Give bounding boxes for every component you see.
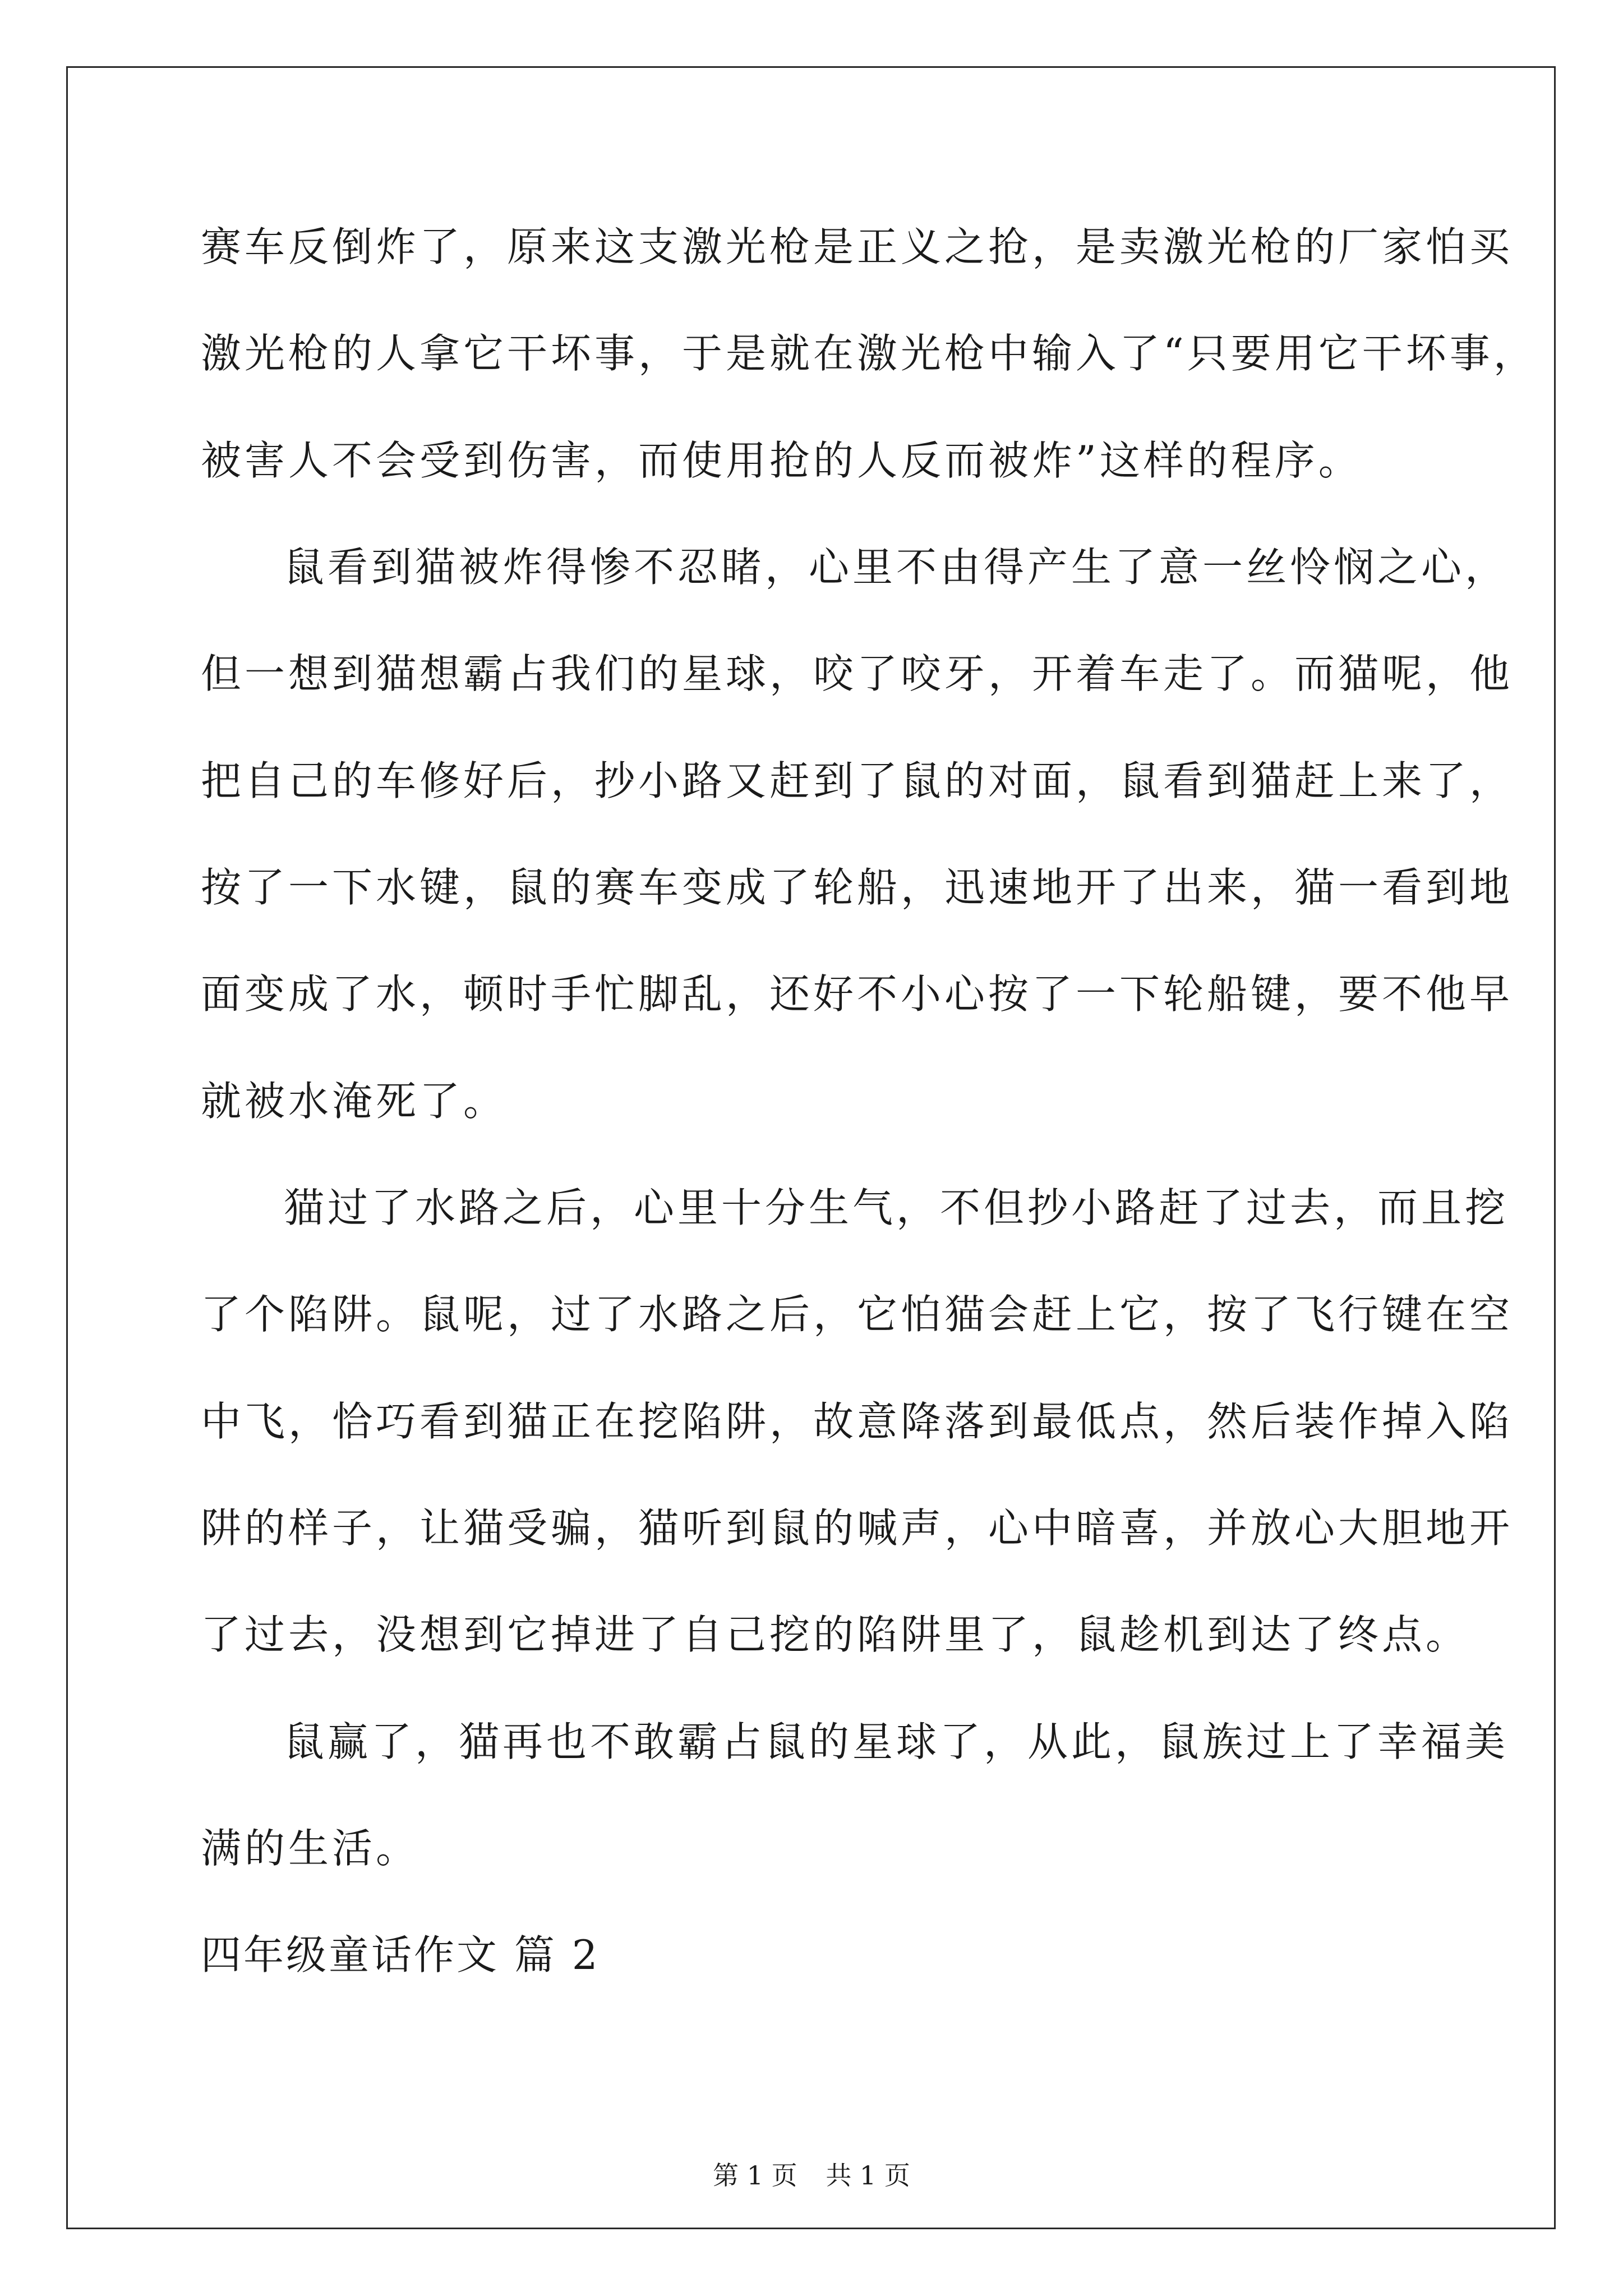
page-border	[66, 66, 1556, 2229]
text-line: 被害人不会受到伤害，而使用抢的人反而被炸”这样的程序。	[201, 437, 1362, 484]
paragraph-start-line: 鼠看到猫被炸得惨不忍睹，心里不由得产生了意一丝怜悯之心，	[284, 544, 1509, 591]
text-line: 把自己的车修好后，抄小路又赶到了鼠的对面，鼠看到猫赶上来了，	[201, 757, 1514, 804]
section-heading: 四年级童话作文 篇 2	[201, 1931, 600, 1978]
text-line: 激光枪的人拿它干坏事，于是就在激光枪中输入了“只要用它干坏事，	[201, 330, 1537, 377]
text-line: 了个陷阱。鼠呢，过了水路之后，它怕猫会赶上它，按了飞行键在空	[201, 1291, 1514, 1338]
text-line: 阱的样子，让猫受骗，猫听到鼠的喊声，心中暗喜，并放心大胆地开	[201, 1504, 1514, 1552]
text-line: 面变成了水，顿时手忙脚乱，还好不小心按了一下轮船键，要不他早	[201, 970, 1514, 1018]
text-line: 了过去，没想到它掉进了自己挖的陷阱里了，鼠趁机到达了终点。	[201, 1611, 1470, 1658]
paragraph-start-line: 鼠赢了，猫再也不敢霸占鼠的星球了，从此，鼠族过上了幸福美	[284, 1718, 1509, 1765]
page-number: 第 1 页	[713, 2160, 797, 2191]
page-footer	[0, 2159, 1623, 2192]
paragraph-start-line: 猫过了水路之后，心里十分生气，不但抄小路赶了过去，而且挖	[284, 1184, 1509, 1231]
text-line: 赛车反倒炸了，原来这支激光枪是正义之抢，是卖激光枪的厂家怕买	[201, 223, 1514, 270]
text-line: 按了一下水键，鼠的赛车变成了轮船，迅速地开了出来，猫一看到地	[201, 864, 1514, 911]
text-line: 但一想到猫想霸占我们的星球，咬了咬牙，开着车走了。而猫呢，他	[201, 650, 1514, 697]
page-total: 共 1 页	[826, 2160, 910, 2191]
text-line: 中飞，恰巧看到猫正在挖陷阱，故意降落到最低点，然后装作掉入陷	[201, 1398, 1514, 1445]
text-line: 满的生活。	[201, 1825, 420, 1872]
text-line: 就被水淹死了。	[201, 1078, 508, 1125]
